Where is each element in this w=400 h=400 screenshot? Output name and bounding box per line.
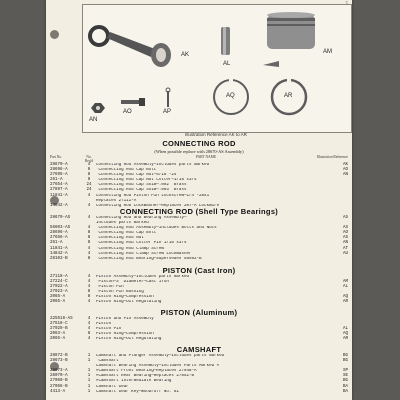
col-ill: Illustration Reference (316, 155, 348, 159)
illustration-reference: AT (342, 246, 348, 251)
part-number: 27695-A (50, 173, 68, 178)
label-an: AN (89, 117, 98, 123)
part-number: 2065-A (50, 337, 66, 342)
illustration-reference: AO (342, 231, 348, 236)
illustration-reference: AO (342, 168, 348, 173)
quantity-required: 4 (87, 322, 91, 327)
section-title: PISTON (Aluminum) (160, 308, 238, 317)
part-number: 14842-A (50, 203, 68, 208)
part-name: *Connecting Rod Cap Nut Cotter—1/16"x3/4" (96, 178, 200, 183)
quantity-required: 4 (87, 216, 91, 220)
part-number: 4413-A (50, 389, 66, 394)
part-number: 56603-AS (50, 226, 71, 231)
part-number: 225516-AS (50, 317, 73, 321)
illustration-reference: BA (342, 384, 348, 389)
part-number: 28670-A (50, 163, 68, 167)
part-number: 27029-B (50, 327, 68, 332)
nut-image (91, 103, 105, 113)
illustration-reference: BG (342, 379, 348, 384)
part-number: 28103-B (50, 256, 68, 261)
part-number: 27056-B (50, 384, 68, 389)
part-name: *Connecting Rod Cap Bolt (96, 168, 157, 173)
label-aq: AQ (226, 93, 235, 99)
cotter-pin-image (166, 88, 170, 107)
label-ak: AK (181, 52, 190, 58)
illustration-reference: AL (342, 285, 348, 290)
section-title: CONNECTING ROD (162, 139, 236, 148)
illustration-reference: AR (342, 337, 348, 342)
quantity-required: 4 (87, 317, 91, 321)
piston-pin-image (221, 27, 230, 55)
illustration-reference: AK (342, 163, 348, 167)
illustration-reference: AQ (342, 295, 348, 300)
part-name: *Connecting Rod Nut (96, 236, 144, 241)
part-number: 27022-A (50, 285, 68, 290)
table-row (50, 390, 348, 395)
parts-list (50, 216, 348, 262)
part-name: Piston Assembly—Includes parts marked * (96, 275, 195, 279)
part-number: 28696-A (50, 168, 68, 173)
part-number: 28070-A (50, 374, 68, 379)
label-ap: AP (163, 109, 172, 115)
part-number: 11841-A (50, 246, 68, 251)
label-am: AM (323, 49, 332, 55)
illustration-reference: SE (342, 374, 348, 379)
part-number: 28696-A (50, 231, 68, 236)
section-piston-aluminum (50, 308, 348, 342)
connecting-rod-image (90, 27, 171, 67)
parts-list (50, 275, 348, 306)
quantity-required: 8 (87, 256, 91, 261)
part-number: 261-A (50, 178, 63, 183)
illustration-caption: Illustration Reference AK to AR (185, 132, 247, 137)
table-row (50, 257, 348, 262)
quantity-required: 8 (87, 290, 91, 295)
illustration-reference: AM (342, 280, 348, 285)
part-number: 28872-B (50, 354, 68, 358)
part-name: *Connecting Rod Clamp Screw Lockwasher (96, 251, 192, 256)
part-number: 28073-A (50, 369, 68, 374)
part-name: #Camshaft Rear Bearing—Replaces 27051-B (96, 374, 195, 379)
table-row (50, 337, 348, 342)
part-number: 14842-A (50, 251, 68, 256)
part-number: 2065-A (50, 295, 66, 300)
section-camshaft (50, 345, 348, 395)
part-number: 28670-AS (50, 216, 71, 220)
part-number: 27224-C (50, 280, 68, 285)
section-connecting-rod (50, 139, 348, 209)
section-connecting-rod-shell (50, 207, 348, 262)
part-number: 27023-A (50, 290, 68, 295)
part-number: 28673-B (50, 359, 68, 364)
section-title: PISTON (Cast Iron) (162, 266, 236, 275)
parts-list (50, 354, 348, 395)
col-desc: PART NAME (195, 155, 217, 159)
column-headers (50, 155, 348, 163)
label-al: AL (223, 61, 231, 67)
quantity-required: 8 (87, 241, 91, 246)
quantity-required: 8 (87, 168, 91, 173)
quantity-required: 4 (87, 337, 91, 342)
part-number: 27118-A (50, 275, 68, 279)
part-name: Camshaft Gear Key—Woodruff No. 61 (96, 389, 179, 394)
quantity-required: 4 (87, 327, 91, 332)
quantity-required: 1 (87, 369, 91, 374)
quantity-required: 4 (87, 251, 91, 256)
quantity-required: 8 (87, 295, 91, 300)
part-name: *Piston Pin (96, 285, 124, 290)
section-subtitle: (When possible replace with 28670-AS Assembly) (154, 149, 244, 154)
illustration-reference: SP (342, 369, 348, 374)
part-name: *Camshaft (96, 359, 119, 364)
illustration-reference: AQ (342, 332, 348, 337)
quantity-required: 24 (86, 188, 92, 193)
part-name: #Camshaft Front Bearing—Replaces 27948-A (96, 369, 197, 374)
illustration-reference: AS (342, 236, 348, 241)
quantity-required: 4 (87, 246, 91, 251)
quantity-required: 8 (87, 236, 91, 241)
illustration-reference: AL (342, 327, 348, 332)
part-name: *Connecting Rod Cap Shim—.002" Brass (96, 183, 187, 188)
quantity-required: 24 (86, 183, 92, 188)
quantity-required: 4 (87, 285, 91, 290)
part-name: Piston Pin (96, 327, 122, 332)
part-name: *Connecting Rod Assembly—Includes Bolts and Nuts (96, 226, 217, 231)
parts-list (50, 317, 348, 342)
parts-list (50, 163, 348, 209)
part-name: Piston and Pin Assembly (96, 317, 154, 321)
part-name: *Connecting Rod Cotter Pin 1/16"x3/4" (96, 241, 189, 246)
quantity-required: 1 (87, 354, 91, 358)
part-name: Piston Ring—Compression (96, 332, 154, 337)
illustration-reference (332, 257, 348, 262)
part-name: Piston (96, 322, 112, 327)
part-number: 27050-B (50, 379, 68, 384)
illustration-reference: BA (342, 389, 348, 394)
part-name: *Connecting Rod Clamp Screw (96, 246, 164, 251)
part-name: Piston Ring—Oil Regulating (96, 300, 162, 305)
part-name: Piston Ring—Compression (96, 295, 154, 300)
part-name: *Piston—3" Diameter—Cast Iron (96, 280, 169, 285)
part-name: Connecting Rod Piston Pin Lockscrew—1/4"-28x1" (96, 193, 212, 198)
part-name: Replaces 27111-A (96, 198, 137, 203)
part-number: 27897-A (50, 188, 68, 193)
catalog-page (46, 0, 352, 400)
part-name: Connecting Rod and Bearing Assembly— (96, 216, 187, 220)
label-ar: AR (284, 93, 293, 99)
illustration-reference: AN (342, 173, 348, 178)
parts-illustration (82, 4, 352, 133)
part-name: #Camshaft Intermediate Bearing (96, 379, 172, 384)
col-req: No. Req'd (84, 155, 94, 163)
quantity-required: 1 (87, 384, 91, 389)
part-name: *Connecting Rod Cap Shim—.003" Brass (96, 188, 187, 193)
illustration-reference: AS (342, 216, 348, 220)
illustration-reference: AN (342, 241, 348, 246)
part-number: 261-A (50, 241, 63, 246)
part-name: Connecting Rod Lockwasher—Replaces 207-A Lockwire (96, 203, 220, 208)
part-name: *Connecting Rod Cap Nut—5/16"-24 (96, 173, 177, 178)
part-name: Camshaft Bearing Assembly—Includes Parts Marked # (96, 364, 220, 369)
quantity-required: 1 (87, 359, 91, 364)
part-number: 27654-A (50, 183, 68, 188)
quantity-required: 8 (87, 332, 91, 337)
part-name: Connecting Rod Assembly—Includes parts marked * (96, 163, 215, 167)
piston-image (267, 12, 315, 49)
part-name: *Piston Pin Bushing (96, 290, 144, 295)
quantity-required: 4 (87, 275, 91, 279)
quantity-required: 8 (87, 231, 91, 236)
part-number: 2063-A (50, 332, 66, 337)
part-name: Camshaft Gear (96, 384, 129, 389)
section-title: CONNECTING ROD (Shell Type Bearings) (119, 207, 279, 216)
part-number: 27518-C (50, 322, 68, 327)
part-name: *Connecting Rod Cap Bolt (96, 231, 157, 236)
illustration-reference: BG (342, 359, 348, 364)
quantity-required: 4 (87, 226, 91, 231)
quantity-required: 1 (87, 374, 91, 379)
part-name: Piston Ring—Oil Regulating (96, 337, 162, 342)
illustration-reference: AR (342, 300, 348, 305)
quantity-required: 1 (87, 389, 91, 394)
quantity-required: 4 (87, 193, 91, 198)
label-ao: AO (123, 109, 132, 115)
quantity-required: 4 (87, 280, 91, 285)
illustration-reference: BG (342, 354, 348, 358)
quantity-required: 8 (87, 178, 91, 183)
table-row (50, 300, 348, 305)
quantity-required: 4 (87, 203, 91, 208)
quantity-required: 8 (87, 173, 91, 178)
section-piston-cast-iron (50, 266, 348, 306)
illustration-reference: AS (342, 226, 348, 231)
quantity-required: 1 (87, 379, 91, 384)
illustration-reference: AU (342, 251, 348, 256)
part-number: 27656-A (50, 236, 68, 241)
part-name: Camshaft and Plunger Assembly—Includes parts marked * (96, 354, 230, 358)
quantity-required: 4 (87, 163, 91, 167)
quantity-required: 4 (87, 300, 91, 305)
section-title: CAMSHAFT (176, 345, 222, 354)
part-number: 11841-A (50, 193, 68, 198)
punch-hole (50, 30, 59, 39)
part-name: Includes parts marked * (96, 221, 154, 226)
bolt-image (121, 98, 145, 106)
col-part: Part No. (50, 155, 62, 159)
part-number: 2065-A (50, 300, 66, 305)
part-name: *Connecting Rod Bearing—Supersedes 56992-B (96, 256, 202, 261)
